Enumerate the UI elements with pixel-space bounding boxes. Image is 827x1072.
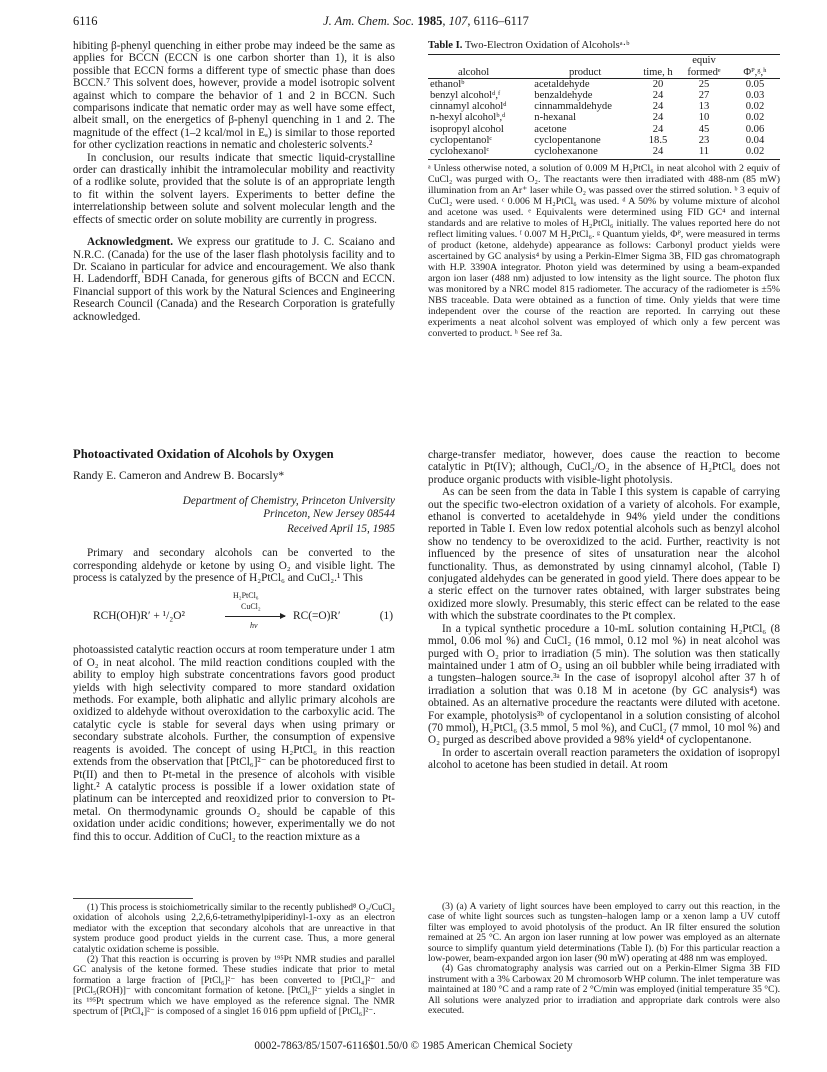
equation-catalyst-2: CuCl₂ [241, 602, 261, 612]
page-footer: 0002-7863/85/1507-6116$01.50/0 © 1985 American Chemical Society [254, 1040, 573, 1052]
cell-equiv: 27 [698, 90, 710, 102]
table-header-alcohol: alcohol [458, 66, 490, 78]
equation-catalyst-1: H₂PtCl₆ [233, 591, 259, 601]
affiliation-line-1: Department of Chemistry, Princeton University [182, 494, 395, 507]
table-row [428, 124, 780, 135]
table-row [428, 146, 780, 157]
footnote-rule [73, 898, 193, 899]
cell-phi: 0.06 [745, 123, 765, 135]
cell-time: 24 [652, 101, 664, 113]
table-row [428, 101, 780, 112]
page-number: 6116 [73, 14, 98, 28]
equation-lhs: RCH(OH)R′ + ¹/₂O² [93, 610, 185, 623]
cell-equiv: 23 [698, 134, 710, 146]
article-title: Photoactivated Oxidation of Alcohols by Oxygen [73, 447, 334, 461]
cell-time: 24 [652, 90, 664, 102]
table-row [428, 135, 780, 146]
body-paragraph-right-4: In order to ascertain overall reaction parameters the oxidation of isopropyl alcohol to acetone has been studied in detail. At room [428, 746, 780, 772]
table-body [428, 78, 780, 157]
cell-equiv: 13 [698, 101, 710, 113]
cell-phi: 0.02 [745, 101, 765, 113]
affiliation-line-2: Princeton, New Jersey 08544 [263, 507, 395, 520]
cell-alcohol: cyclohexanolᶜ [430, 146, 490, 158]
cell-time: 24 [652, 146, 664, 158]
cell-product: n-hexanal [534, 112, 577, 124]
table-header-phi: Φᴾ,ᵍ,ʰ [743, 66, 767, 78]
cell-equiv: 25 [698, 78, 710, 90]
footnote-3: (3) (a) A variety of light sources have been employed to carry out this reaction, in the case of white light sources such as tungsten–halogen lamp or a xenon lamp a UV cutoff filter was employed to avoid photolysis of the product. An IR filter ensured the solution remained at 25 °C. An argon ion laser running at low power was employed as an alternate source to simplify quantum yield determinations (Table I). (b) For this particular reaction a low-power, beam-expanded argon ion laser (90 mW) operating at 488 nm was employed. [428, 902, 780, 965]
table-header-equiv: equiv formedᵉ [687, 55, 721, 78]
equation-1 [73, 590, 395, 638]
cell-equiv: 45 [698, 123, 710, 135]
table-row [428, 112, 780, 123]
body-paragraph-left: photoassisted catalytic reaction occurs at room temperature under 1 atm of O₂ in neat alcohol. The mild reaction conditions coupled with the ability to employ high substrate concentrations favors good product yields with high selectivity compared to more standard oxidation methods. For example, both aliphatic and allylic primary alcohols are oxidized to aldehyde without overoxidation to the carboxylic acid. The catalytic cycle is stable for several days when using primary or secondary substrate alcohols. Further, the consumption of expensive reagents is avoided. The concept of using H₂PtCl₆ in this reaction extends from the observation that [PtCl₆]²⁻ can be photoreduced first to Pt(II) and then to Pt-metal in the presence of alcohols with visible light.² A catalytic process is possible if a lower oxidation state of platinum can be intercepted and reoxidized prior to conversion to Pt-metal. On thermodynamic grounds O₂ should be capable of this oxidation under acidic conditions; however, experimentally we do not find this to occur. Addition of CuCl₂ to the reaction mixture as a [73, 644, 395, 843]
table-footnote: ᵃ Unless otherwise noted, a solution of 0.009 M H₂PtCl₆ in neat alcohol with 2 equiv of CuCl₂ was purged with O₂. The reactants were then irradiated with 488-nm (85 mW) illumination from an Ar⁺ laser while O₂ was passed over the stirred solution. ᵇ 3 equiv of CuCl₂ were used. ᶜ 0.006 M H₂PtCl₆ was used. ᵈ A 50% by volume mixture of alcohol and acetone was used. ᵉ Equivalents were determined using FID GC⁴ and internal standards and are relative to moles of H₂PtCl₆ initially. The values reported here do not reflect limiting values. ᶠ 0.007 M H₂PtCl₆. ᵍ Quantum yields, Φᴾ, were measured in terms of product (ketone, aldehyde) appearance as follows: Carbonyl product yields were ascertained by GC analysis⁴ by using a Perkin-Elmer Sigma 3B, FID gas chromatograph with H.P. 3390A integrator. Photon yield was determined by using a beam-expanded argon ion laser (488 nm) adjusted to low intensity as the light source. The photon flux was monitored by a NRC model 815 radiometer. The accuracy of the radiometer is ±5% NBS traceable. Data were obtained as a function of time. Only yields that were time independent over the course of the reaction are reported. In carrying out these experiments a neat alcohol solvent was employed of which only a few percent was converted to product. ʰ See ref 3a. [428, 163, 780, 340]
reaction-arrow-icon [225, 616, 285, 617]
intro-paragraph: Primary and secondary alcohols can be converted to the corresponding aldehyde or ketone by using O₂ and visible light. The process is catalyzed by the presence of H₂PtCl₆ and CuCl₂.¹ This [73, 547, 395, 585]
footnotes-right [428, 902, 780, 1016]
table-1 [428, 54, 780, 157]
equation-light: hν [250, 621, 258, 631]
table-caption-text: Two-Electron Oxidation of Alcoholsᵃ·ᵇ [462, 40, 630, 51]
cell-phi: 0.03 [745, 90, 765, 102]
cell-equiv: 11 [698, 146, 710, 158]
article-authors: Randy E. Cameron and Andrew B. Bocarsly* [73, 469, 285, 483]
footnote-4: (4) Gas chromatography analysis was carried out on a Perkin-Elmer Sigma 3B FID instrument with a 3% Carbowax 20 M chromosorb WHP column. The inlet temperature was maintained at 180 °C and a ramp rate of 2 °C/min was employed (initial temperature 35 °C). All solutions were analyzed prior to irradiation and appropriate dark controls were also executed. [428, 964, 780, 1017]
table-header-product: product [568, 66, 602, 78]
body-paragraph-right-3: In a typical synthetic procedure a 10-mL solution containing H₂PtCl₆ (8 mmol, 0.06 mol %) and CuCl₂ (16 mmol, 0.12 mol %) in neat alcohol was purged with O₂ prior to irradiation (5 min). The solution was then statically maintained under 1 atm of O₂ using an oil bubbler while being irradiated with a tungsten–halogen source.³ᵃ In the case of isopropyl alcohol after 37 h of irradiation a solution that was 0.18 M in acetone (by GC analysis⁴) was obtained. As an alternative procedure the reactants were diluted with acetone. For example, photolysis³ᵇ of cyclopentanol in a solution consisting of alcohol (70 mmol), H₂PtCl₆ (3.5 mmol, 5 mol %), and CuCl₂ (7 mmol, 10 mol %) and O₂ purged as described above provided a 98% yield⁴ of cyclopentanone. [428, 622, 780, 747]
received-date: Received April 15, 1985 [287, 522, 395, 535]
cell-product: cyclohexanone [534, 146, 598, 158]
paragraph-continued: hibiting β-phenyl quenching in either probe may indeed be the same as applies for BCCN (ECCN is one carbon shorter than 1), it is also possible that ECCN forms a different type of smectic phase than does BCCN.⁷ This solvent does, however, provide a model isotropic solvent against which to compare the behavior of 1 and 2 in BCCN. Such comparisons indicate that nematic order may as well have some effect, albeit small, on the energetics of β-phenyl quenching in 1 and 2. The magnitude of the effect (1–2 kcal/mol in Eₐ) is similar to those reported for other cyclization reactions in nematic and cholesteric solvents.² [73, 40, 395, 152]
journal-citation: J. Am. Chem. Soc. 1985, 107, 6116–6117 [323, 14, 529, 28]
body-paragraph-right-2: As can be seen from the data in Table I this system is capable of carrying out the specific two-electron oxidation of a variety of alcohols. For example, ethanol is converted to acetaldehyde in 94% yield under the conditions reported in Table I. Even low redox potential alcohols such as benzyl alcohol show no tendency to be overoxidized to the acid. Further, reactivity is not influenced by the presence of sites of unsaturation near the alcohol functionality. Thus, as demonstrated by using cinnamyl alcohol, (Table I) conjugated aldehydes can be generated in good yield. There does appear to be a steric effect on the turnover rates obtained, with larger substrates being oxidized more slowly. Presumably, this steric effect can be related to the ease with which the substrate coordinates to the Pt complex. [428, 486, 780, 623]
equation-rhs: RC(=O)R′ [293, 610, 341, 623]
journal-pages: 6116–6117 [473, 14, 529, 28]
cell-alcohol: cyclopentanolᶜ [430, 134, 493, 146]
cell-time: 24 [652, 112, 664, 124]
left-column-top [73, 40, 395, 323]
cell-product: acetone [534, 123, 567, 135]
running-header [73, 14, 779, 30]
cell-product: cyclopentanone [534, 134, 601, 146]
acknowledgment-label: Acknowledgment. [87, 236, 174, 249]
article-right-column [428, 449, 780, 772]
cell-alcohol: isopropyl alcohol [430, 123, 504, 135]
table-header-time: time, h [643, 66, 673, 78]
cell-phi: 0.04 [745, 134, 765, 146]
table-row [428, 78, 780, 90]
cell-alcohol: benzyl alcoholᵈ,ᶠ [430, 90, 501, 102]
cell-product: benzaldehyde [534, 90, 593, 102]
equation-number: (1) [379, 610, 393, 623]
cell-time: 20 [652, 78, 664, 90]
acknowledgment [73, 236, 395, 323]
cell-phi: 0.02 [745, 146, 765, 158]
cell-alcohol: n-hexyl alcoholᵇ,ᵈ [430, 112, 506, 124]
journal-year: 1985 [417, 14, 443, 28]
cell-phi: 0.05 [745, 78, 765, 90]
footnotes-left [73, 898, 395, 1017]
journal-name: J. Am. Chem. Soc. [323, 14, 415, 28]
table-caption [428, 40, 780, 52]
cell-alcohol: cinnamyl alcoholᵈ [430, 101, 507, 113]
cell-product: acetaldehyde [534, 78, 590, 90]
journal-volume: 107 [448, 14, 468, 28]
paragraph-conclusion: In conclusion, our results indicate that smectic liquid-crystalline order can drastically inhibit the intramolecular mobility and reactivity of a rodlike solute, provided that the solute is of an appropriate length to fit within the solvent layers. Experiments to better define the interrelationship between solute and solvent molecular length and the effects of smectic order on solute mobility are currently in progress. [73, 151, 395, 226]
body-paragraph-right-1: charge-transfer mediator, however, does cause the reaction to become catalytic in Pt(IV); although, CuCl₂/O₂ in the absence of H₂PtCl₆ does not produce organic products with visible-light photolysis. [428, 449, 780, 486]
table-1-block [428, 40, 780, 339]
cell-time: 24 [652, 123, 664, 135]
cell-alcohol: ethanolᵇ [430, 78, 465, 90]
table-caption-label: Table I. [428, 40, 463, 51]
footnote-1: (1) This process is stoichiometrically similar to the recently published⁸ O₂/CuCl₂ oxidation of alcohols using 2,2,6,6-tetramethylpiperidinyl-1-oxy as an electron mediator with the exception that secondary alcohols that are unreactive in that system produce good product yields in the current case. Thus, a more general catalytic oxidation scheme is possible. [73, 903, 395, 955]
acknowledgment-text: We express our gratitude to J. C. Scaiano and N.R.C. (Canada) for the use of the laser flash photolysis facility and to Dr. Scaiano in particular for advice and encouragement. We also thank H. Ladendorff, BDH Canada, for generous gifts of BCCN and ECCN. Financial support of this work by the Natural Sciences and Engineering Research Council (Canada) and the Research Corporation is gratefully acknowledged. [73, 236, 395, 323]
cell-equiv: 10 [698, 112, 710, 124]
article-left-column [73, 448, 395, 843]
cell-time: 18.5 [648, 134, 668, 146]
footnote-2: (2) That this reaction is occurring is proven by ¹⁹⁵Pt NMR studies and parallel GC analysis of the ketone formed. These studies indicate that prior to metal formation a large fraction of [PtCl₆]²⁻ has been converted to [PtCl₄]²⁻ and [PtCl₅(ROH)]⁻ with concomitant formation of ketone. [PtCl₆]²⁻ yields a singlet in its ¹⁹⁵Pt spectrum which we have employed as the reference signal. The NMR spectrum of [PtCl₄]²⁻ is composed of a singlet 16 016 ppm upfield of [PtCl₆]²⁻. [73, 955, 395, 1018]
table-row [428, 90, 780, 101]
cell-product: cinnammaldehyde [534, 101, 612, 113]
cell-phi: 0.02 [745, 112, 765, 124]
